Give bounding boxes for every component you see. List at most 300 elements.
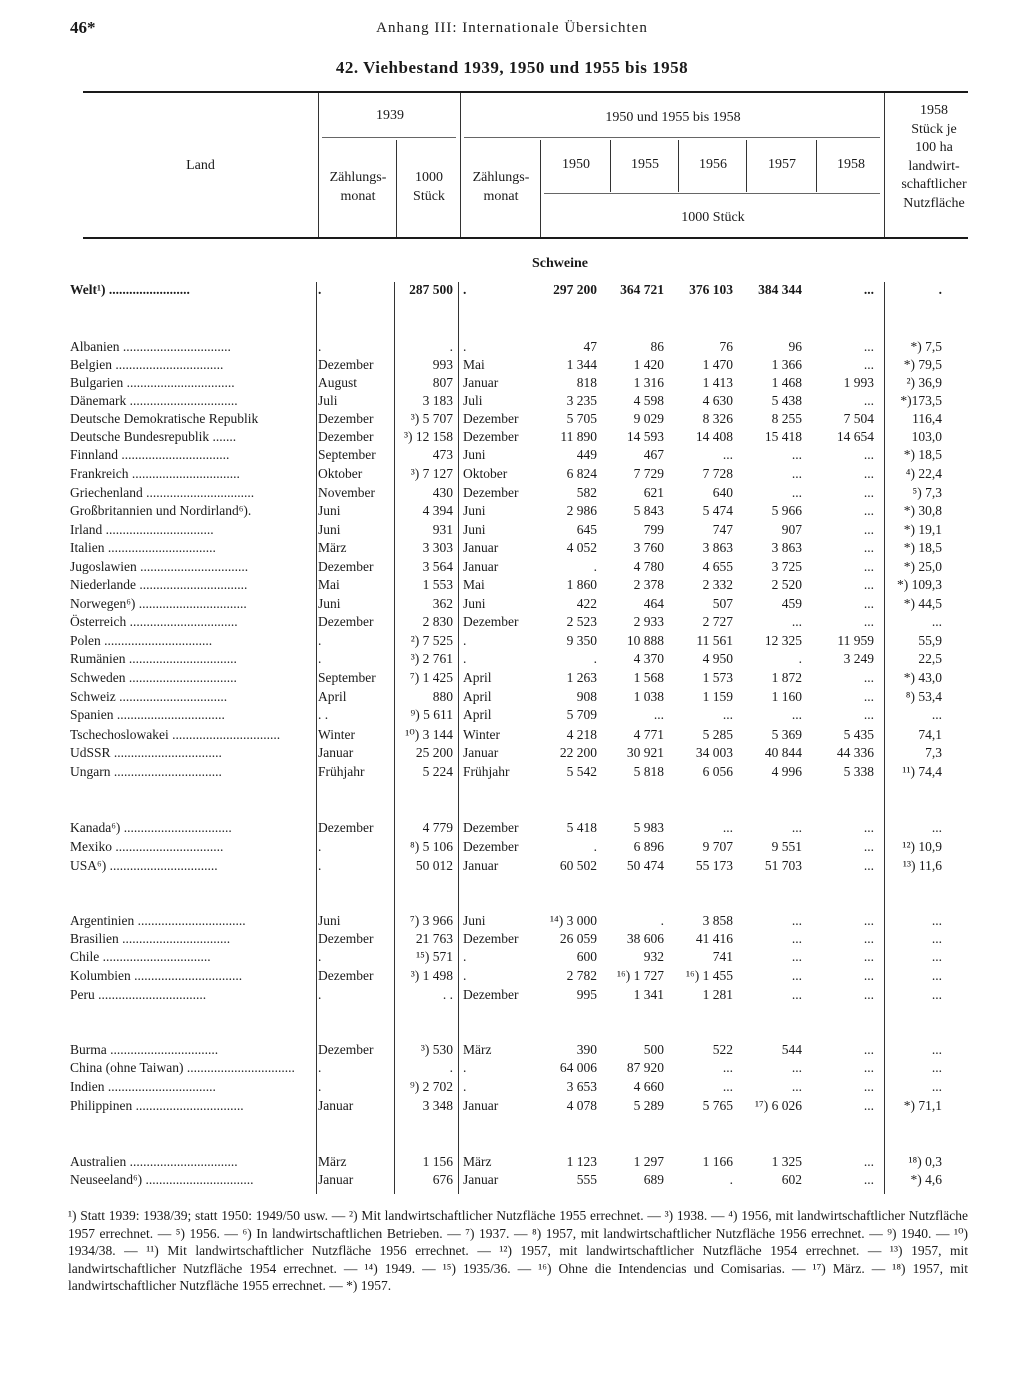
- cell-land: UdSSR ................................: [70, 745, 222, 760]
- header-zaehlungsmonat-1939: Zählungs- monat: [329, 170, 387, 204]
- cell-y58: 5 435: [843, 727, 874, 742]
- table-row: [0, 949, 1024, 968]
- divider: [816, 140, 817, 192]
- table-row: [0, 820, 1024, 839]
- cell-y58: ...: [863, 1154, 874, 1169]
- cell-y55: ...: [653, 707, 664, 722]
- cell-land: Argentinien ................................: [70, 913, 246, 928]
- cell-ha: *) 109,3: [897, 577, 942, 592]
- table-row: [0, 1172, 1024, 1191]
- table-row: [0, 411, 1024, 430]
- cell-m50: Juni: [463, 913, 486, 928]
- cell-y56: 522: [712, 1042, 733, 1057]
- cell-y50: .: [593, 839, 597, 854]
- cell-ha: ⁴) 22,4: [905, 466, 942, 481]
- cell-m39: Dezember: [318, 968, 374, 983]
- header-land: Land: [186, 158, 215, 173]
- cell-y58: ...: [863, 540, 874, 555]
- table-row: [0, 633, 1024, 652]
- table-row: [0, 357, 1024, 376]
- cell-v39: 3 564: [422, 559, 453, 574]
- cell-y58: ...: [863, 1060, 874, 1075]
- cell-y57: 1 160: [771, 689, 802, 704]
- cell-land: Spanien ................................: [70, 707, 225, 722]
- cell-y56: 55 173: [695, 858, 733, 873]
- cell-y50: 11 890: [560, 429, 597, 444]
- cell-m39: .: [318, 987, 322, 1002]
- cell-ha: 7,3: [925, 745, 942, 760]
- cell-y55: 689: [643, 1172, 664, 1187]
- cell-y55: 5 289: [633, 1098, 664, 1113]
- cell-y55: 1 297: [633, 1154, 664, 1169]
- cell-y57: 12 325: [764, 633, 802, 648]
- cell-y57: .: [798, 651, 802, 666]
- cell-y58: ...: [863, 339, 874, 354]
- cell-ha: *) 43,0: [903, 670, 942, 685]
- cell-y57: 1 366: [771, 357, 802, 372]
- cell-y57: 1 468: [771, 375, 802, 390]
- cell-y58: 7 504: [843, 411, 874, 426]
- cell-land: Indien ................................: [70, 1079, 216, 1094]
- table-row: [0, 393, 1024, 412]
- cell-v39: ³) 5 707: [410, 411, 453, 426]
- cell-land: Peru ................................: [70, 987, 207, 1002]
- cell-m50: Juni: [463, 447, 486, 462]
- cell-ha: ⁸) 53,4: [905, 689, 942, 704]
- cell-m50: .: [463, 633, 467, 648]
- cell-land: Schweden ................................: [70, 670, 237, 685]
- cell-y50: 47: [583, 339, 597, 354]
- cell-y50: 1 263: [566, 670, 597, 685]
- table-row: [0, 1079, 1024, 1098]
- table-row: [0, 447, 1024, 466]
- cell-y57: 602: [781, 1172, 802, 1187]
- cell-y57: ...: [791, 987, 802, 1002]
- cell-y57: ...: [791, 931, 802, 946]
- cell-m50: Dezember: [463, 485, 519, 500]
- cell-y55: 621: [643, 485, 664, 500]
- cell-m39: .: [318, 1079, 322, 1094]
- cell-m50: Januar: [463, 559, 499, 574]
- cell-y58: ...: [863, 913, 874, 928]
- cell-v39: 993: [432, 357, 453, 372]
- cell-land: Schweiz ................................: [70, 689, 228, 704]
- cell-y55: 1 341: [633, 987, 664, 1002]
- cell-v39: ³) 530: [420, 1042, 453, 1057]
- cell-y56: .: [729, 1172, 733, 1187]
- cell-land: Niederlande ................................: [70, 577, 248, 592]
- table-row: [0, 540, 1024, 559]
- section-title: Schweine: [532, 256, 588, 271]
- cell-ha: ...: [931, 949, 942, 964]
- cell-y50: 26 059: [559, 931, 597, 946]
- cell-m50: .: [463, 339, 467, 354]
- cell-m39: August: [318, 375, 358, 390]
- table-row: [0, 727, 1024, 746]
- cell-y58: ...: [863, 596, 874, 611]
- cell-land: Ungarn ................................: [70, 764, 222, 779]
- cell-m39: .: [318, 839, 322, 854]
- cell-y58: ...: [863, 968, 874, 983]
- cell-v39: 807: [432, 375, 453, 390]
- cell-y58: ...: [863, 522, 874, 537]
- cell-y57: 8 255: [771, 411, 802, 426]
- header-zaehlungsmonat-1950: Zählungs- monat: [472, 170, 530, 204]
- cell-y55: 467: [643, 447, 664, 462]
- divider: [396, 140, 397, 237]
- cell-y55: 86: [650, 339, 664, 354]
- cell-m39: .: [318, 949, 322, 964]
- cell-y56: 741: [712, 949, 733, 964]
- table-row: [0, 503, 1024, 522]
- cell-y57: 384 344: [758, 282, 802, 297]
- cell-m50: April: [463, 707, 492, 722]
- cell-v39: 880: [432, 689, 453, 704]
- cell-y56: 5 765: [702, 1098, 733, 1113]
- cell-v39: 1 156: [422, 1154, 453, 1169]
- cell-m50: Mai: [463, 357, 485, 372]
- cell-y50: 5 705: [566, 411, 597, 426]
- cell-y57: 9 551: [771, 839, 802, 854]
- cell-m39: Dezember: [318, 1042, 374, 1057]
- cell-y58: ...: [863, 820, 874, 835]
- cell-m39: .: [318, 858, 322, 873]
- cell-m50: Januar: [463, 1172, 499, 1187]
- cell-y50: 422: [576, 596, 597, 611]
- cell-y57: 5 369: [771, 727, 802, 742]
- cell-y55: 1 316: [633, 375, 664, 390]
- cell-y50: 5 418: [566, 820, 597, 835]
- header-bottom-rule: [83, 237, 968, 239]
- cell-m39: Juli: [318, 393, 338, 408]
- cell-v39: 4 394: [422, 503, 453, 518]
- footnotes: ¹) Statt 1939: 1938/39; statt 1950: 1949/50 usw. — ²) Mit landwirtschaftlicher Nutzfläche 1955 errechnet. — ³) 1938. — ⁴) 1956, mit landwirtschaftlicher Nutzfläche 1957 errechnet. — ⁵) 1956. — ⁶) In landwirtschaftlichen Betrieben. — ⁷) 1937. — ⁸) 1957, mit landwirtschaftlicher Nutzfläche 1956 errechnet. — ⁹) 1940. — ¹⁰) 1934/38. — ¹¹) Mit landwirtschaftlicher Nutzfläche 1956 errechnet. — ¹²) 1957, mit landwirtschaftlicher Nutzfläche 1954 errechnet. — ¹³) 1957, mit landwirtschaftlicher Nutzfläche 1954 errechnet. — ¹⁴) 1949. — ¹⁵) 1935/36. — ¹⁶) Ohne die Intendencias und Comisarias. — ¹⁷) März. — ¹⁸) 1957, mit landwirtschaftlicher Nutzfläche 1955 errechnet. — *) 1957.: [68, 1208, 968, 1293]
- table-row: [0, 764, 1024, 783]
- cell-m50: Juli: [463, 393, 483, 408]
- cell-y58: ...: [863, 949, 874, 964]
- cell-ha: *) 44,5: [903, 596, 942, 611]
- cell-y56: 4 655: [702, 559, 733, 574]
- cell-v39: ⁹) 5 611: [410, 707, 453, 722]
- cell-y58: ...: [863, 485, 874, 500]
- cell-m50: März: [463, 1154, 492, 1169]
- cell-land: Rumänien ................................: [70, 651, 237, 666]
- cell-v39: 362: [432, 596, 453, 611]
- cell-land: Albanien ................................: [70, 339, 231, 354]
- cell-v39: ²) 7 525: [410, 633, 453, 648]
- top-rule: [83, 91, 968, 93]
- cell-y50: 818: [576, 375, 597, 390]
- running-head: Anhang III: Internationale Übersichten: [376, 20, 648, 36]
- cell-y57: 1 872: [771, 670, 802, 685]
- cell-y58: ...: [863, 503, 874, 518]
- cell-y58: ...: [863, 559, 874, 574]
- cell-y50: 2 986: [566, 503, 597, 518]
- table-row: [0, 931, 1024, 950]
- cell-v39: 473: [432, 447, 453, 462]
- cell-ha: *) 18,5: [903, 447, 942, 462]
- cell-y58: ...: [863, 577, 874, 592]
- cell-m39: Dezember: [318, 931, 374, 946]
- cell-ha: ...: [931, 1042, 942, 1057]
- cell-y50: 4 052: [566, 540, 597, 555]
- cell-ha: ...: [931, 820, 942, 835]
- cell-land: Bulgarien ................................: [70, 375, 235, 390]
- cell-y55: 500: [643, 1042, 664, 1057]
- table-row: [0, 577, 1024, 596]
- divider: [460, 93, 461, 237]
- cell-y56: 4 950: [702, 651, 733, 666]
- cell-m39: April: [318, 689, 347, 704]
- cell-y56: ...: [722, 1079, 733, 1094]
- header-year-1957: 1957: [768, 157, 796, 172]
- cell-y56: 3 863: [702, 540, 733, 555]
- cell-v39: 25 200: [415, 745, 453, 760]
- cell-land: Mexiko ................................: [70, 839, 224, 854]
- table-row: [0, 670, 1024, 689]
- cell-y57: ...: [791, 1079, 802, 1094]
- table-row: [0, 839, 1024, 858]
- cell-y56: ¹⁶) 1 455: [686, 968, 733, 983]
- table-row: [0, 968, 1024, 987]
- header-period: 1950 und 1955 bis 1958: [605, 110, 741, 125]
- cell-ha: *) 79,5: [903, 357, 942, 372]
- cell-y56: 8 326: [702, 411, 733, 426]
- cell-y55: 1 420: [633, 357, 664, 372]
- cell-y50: 2 782: [566, 968, 597, 983]
- table-row: [0, 1154, 1024, 1173]
- cell-m50: Winter: [463, 727, 500, 742]
- cell-y58: 11 959: [837, 633, 874, 648]
- cell-m39: November: [318, 485, 375, 500]
- cell-land: Philippinen ................................: [70, 1098, 244, 1113]
- cell-m39: März: [318, 540, 347, 555]
- cell-ha: ...: [931, 913, 942, 928]
- cell-y56: ...: [722, 820, 733, 835]
- cell-v39: ³) 7 127: [410, 466, 453, 481]
- cell-y56: 11 561: [696, 633, 733, 648]
- cell-y50: 6 824: [566, 466, 597, 481]
- cell-y57: ...: [791, 820, 802, 835]
- cell-m39: Juni: [318, 503, 341, 518]
- cell-v39: ⁷) 3 966: [410, 913, 453, 928]
- cell-y57: ...: [791, 1060, 802, 1075]
- cell-y50: 5 542: [566, 764, 597, 779]
- cell-v39: 430: [432, 485, 453, 500]
- cell-y50: ¹⁴) 3 000: [550, 913, 597, 928]
- page-number: 46*: [70, 18, 96, 37]
- cell-ha: ⁵) 7,3: [912, 485, 942, 500]
- cell-y58: ...: [863, 1172, 874, 1187]
- divider: [322, 137, 456, 138]
- cell-m39: Dezember: [318, 357, 374, 372]
- cell-land: Italien ................................: [70, 540, 216, 555]
- cell-y56: 747: [712, 522, 733, 537]
- divider: [678, 140, 679, 192]
- cell-y57: ...: [791, 913, 802, 928]
- cell-m39: März: [318, 1154, 347, 1169]
- divider: [746, 140, 747, 192]
- cell-y55: 364 721: [620, 282, 664, 297]
- cell-y55: 38 606: [626, 931, 664, 946]
- cell-land: Griechenland ................................: [70, 485, 255, 500]
- cell-y58: ...: [863, 357, 874, 372]
- cell-m39: Juni: [318, 913, 341, 928]
- cell-v39: 3 303: [422, 540, 453, 555]
- divider: [884, 93, 885, 237]
- table-row: [0, 596, 1024, 615]
- cell-y55: 5 983: [633, 820, 664, 835]
- cell-land: Tschechoslowakei ................................: [70, 727, 281, 742]
- cell-y56: 5 285: [702, 727, 733, 742]
- header-1939: 1939: [376, 108, 404, 123]
- cell-m39: Juni: [318, 522, 341, 537]
- cell-y57: 1 325: [771, 1154, 802, 1169]
- table-row: [0, 913, 1024, 932]
- cell-m39: . .: [318, 707, 329, 722]
- cell-m50: Mai: [463, 577, 485, 592]
- cell-ha: ...: [931, 987, 942, 1002]
- cell-m50: Oktober: [463, 466, 508, 481]
- cell-ha: *) 25,0: [903, 559, 942, 574]
- table-row: [0, 1042, 1024, 1061]
- cell-ha: *) 18,5: [903, 540, 942, 555]
- cell-y57: 15 418: [764, 429, 802, 444]
- cell-y57: ...: [791, 466, 802, 481]
- cell-y56: ...: [722, 1060, 733, 1075]
- divider: [464, 137, 880, 138]
- cell-y57: ...: [791, 614, 802, 629]
- cell-y50: 297 200: [553, 282, 597, 297]
- table-row: [0, 1098, 1024, 1117]
- cell-m50: Dezember: [463, 429, 519, 444]
- cell-m50: Januar: [463, 375, 499, 390]
- cell-m39: Dezember: [318, 820, 374, 835]
- cell-ha: ¹²) 10,9: [902, 839, 942, 854]
- cell-y56: 3 858: [702, 913, 733, 928]
- cell-y56: 2 332: [702, 577, 733, 592]
- cell-y56: 76: [719, 339, 733, 354]
- cell-ha: 74,1: [918, 727, 942, 742]
- header-1000-stueck-1939: 1000 Stück: [413, 170, 445, 204]
- cell-y57: 96: [788, 339, 802, 354]
- cell-v39: .: [449, 1060, 453, 1075]
- cell-y58: 44 336: [836, 745, 874, 760]
- cell-y58: 14 654: [836, 429, 874, 444]
- cell-y55: 4 780: [633, 559, 664, 574]
- cell-land: Kanada⁶) ................................: [70, 820, 232, 835]
- cell-m39: .: [318, 1060, 322, 1075]
- cell-m39: Dezember: [318, 429, 374, 444]
- cell-y56: 41 416: [695, 931, 733, 946]
- cell-land: Deutsche Demokratische Republik: [70, 411, 259, 426]
- cell-ha: ...: [931, 1079, 942, 1094]
- cell-m50: Dezember: [463, 987, 519, 1002]
- cell-y58: ...: [863, 466, 874, 481]
- cell-y57: ...: [791, 968, 802, 983]
- header-per-ha: 1958 Stück je 100 ha landwirt- schaftlicher Nutzfläche: [901, 103, 967, 211]
- cell-y56: 34 003: [695, 745, 733, 760]
- cell-y57: 3 725: [771, 559, 802, 574]
- cell-v39: 21 763: [415, 931, 453, 946]
- cell-m39: .: [318, 651, 322, 666]
- cell-ha: ¹¹) 74,4: [902, 764, 942, 779]
- cell-y55: 1 568: [633, 670, 664, 685]
- cell-y56: 4 630: [702, 393, 733, 408]
- cell-m50: Januar: [463, 540, 499, 555]
- cell-v39: ³) 12 158: [403, 429, 453, 444]
- cell-ha: *) 4,6: [910, 1172, 942, 1187]
- table-row: [0, 987, 1024, 1006]
- cell-y56: 2 727: [702, 614, 733, 629]
- cell-ha: ...: [931, 931, 942, 946]
- cell-m50: .: [463, 949, 467, 964]
- cell-y50: 3 235: [566, 393, 597, 408]
- cell-ha: *) 71,1: [903, 1098, 942, 1113]
- cell-y50: 1 860: [566, 577, 597, 592]
- cell-v39: 931: [432, 522, 453, 537]
- divider: [544, 193, 880, 194]
- cell-ha: 116,4: [912, 411, 942, 426]
- header-year-1950: 1950: [562, 157, 590, 172]
- cell-m39: Dezember: [318, 559, 374, 574]
- cell-y57: 3 863: [771, 540, 802, 555]
- cell-y50: 1 123: [566, 1154, 597, 1169]
- cell-m39: Januar: [318, 1098, 354, 1113]
- cell-y58: ...: [863, 707, 874, 722]
- cell-land: Deutsche Bundesrepublik .......: [70, 429, 237, 444]
- cell-m39: September: [318, 447, 376, 462]
- cell-m39: Januar: [318, 1172, 354, 1187]
- cell-m39: Juni: [318, 596, 341, 611]
- cell-y55: 9 029: [633, 411, 664, 426]
- cell-y50: 60 502: [559, 858, 597, 873]
- cell-y58: 1 993: [843, 375, 874, 390]
- cell-y50: 390: [576, 1042, 597, 1057]
- cell-ha: ...: [931, 1060, 942, 1075]
- table-row: [0, 522, 1024, 541]
- cell-y58: ...: [863, 670, 874, 685]
- cell-m50: Dezember: [463, 931, 519, 946]
- cell-y55: 2 933: [633, 614, 664, 629]
- cell-y58: ...: [863, 1079, 874, 1094]
- cell-y50: 5 709: [566, 707, 597, 722]
- cell-y57: ...: [791, 707, 802, 722]
- cell-y56: 5 474: [702, 503, 733, 518]
- cell-y57: 5 438: [771, 393, 802, 408]
- cell-y57: 544: [781, 1042, 802, 1057]
- table-row: [0, 339, 1024, 358]
- cell-m39: .: [318, 633, 322, 648]
- cell-y50: 2 523: [566, 614, 597, 629]
- cell-y56: ...: [722, 707, 733, 722]
- cell-m39: Mai: [318, 577, 340, 592]
- table-row: [0, 375, 1024, 394]
- cell-y55: 5 843: [633, 503, 664, 518]
- cell-y55: 6 896: [633, 839, 664, 854]
- cell-land: Dänemark ................................: [70, 393, 238, 408]
- cell-y57: ...: [791, 447, 802, 462]
- table-row: [0, 429, 1024, 448]
- cell-y50: 600: [576, 949, 597, 964]
- cell-m39: Oktober: [318, 466, 363, 481]
- cell-ha: ¹³) 11,6: [902, 858, 942, 873]
- cell-y55: 50 474: [626, 858, 664, 873]
- cell-y58: ...: [863, 1042, 874, 1057]
- cell-y55: 4 660: [633, 1079, 664, 1094]
- cell-y58: 3 249: [843, 651, 874, 666]
- cell-v39: 2 830: [422, 614, 453, 629]
